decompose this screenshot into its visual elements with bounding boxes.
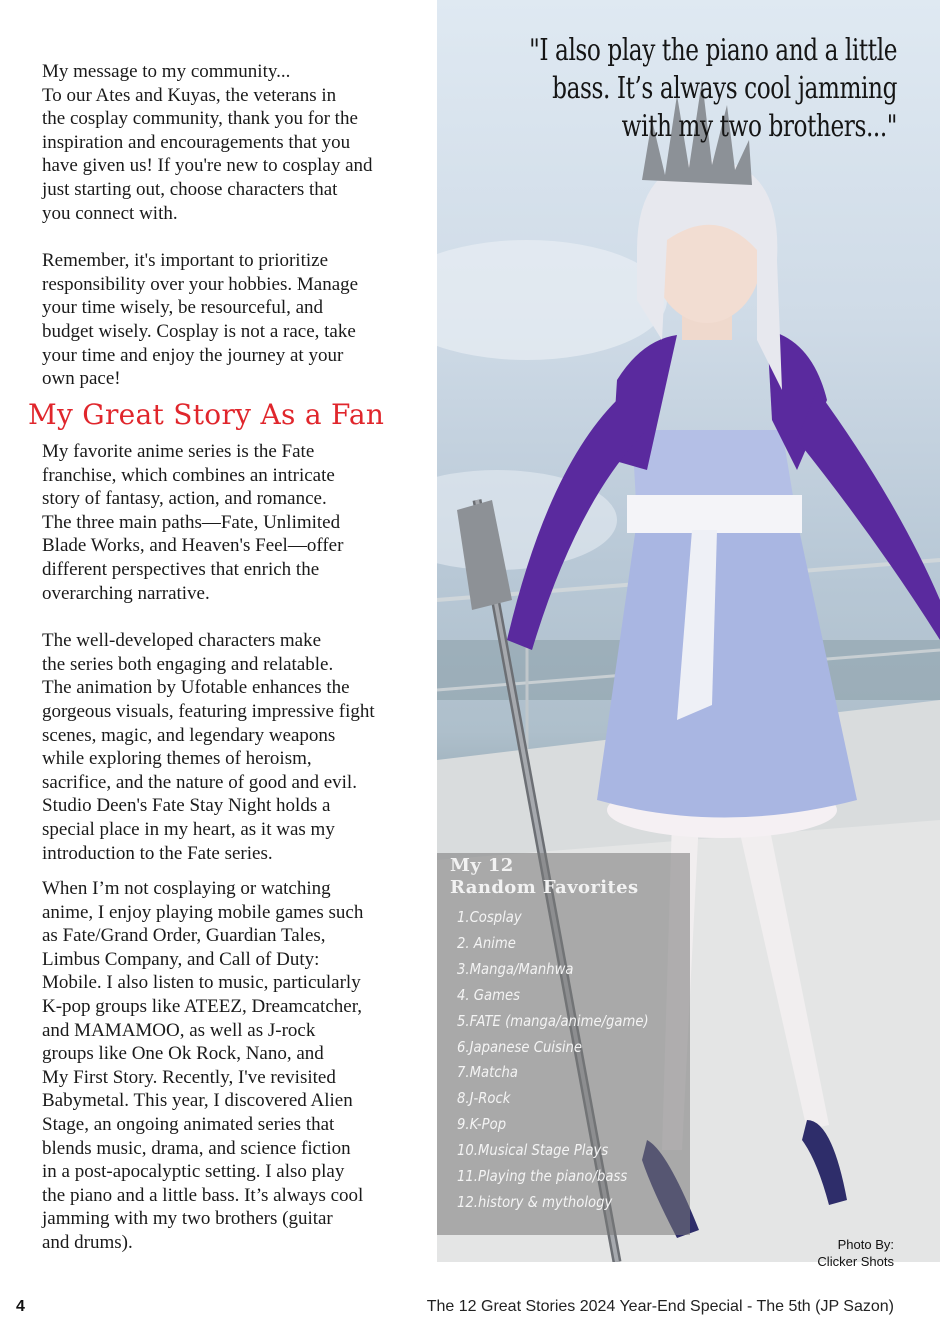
list-item: 7.Matcha — [457, 1063, 518, 1082]
intro-column — [42, 60, 434, 391]
favorites-box — [437, 853, 690, 1235]
list-item: 11.Playing the piano/bass — [457, 1167, 628, 1186]
list-item: 4. Games — [457, 985, 520, 1004]
footer-title: The 12 Great Stories 2024 Year-End Special - The 5th (JP Sazon) — [426, 1298, 894, 1315]
list-item: 12.history & mythology — [457, 1192, 613, 1211]
intro-paragraph-1: My message to my community... To our Ates and Kuyas, the veterans in the cosplay community, thank you for the inspiration and encouragements that you have given us! If you're new to cosplay and just starting out, choose characters that you connect with. — [42, 61, 373, 224]
list-item: 6.Japanese Cuisine — [457, 1037, 583, 1056]
fan-story-column — [42, 440, 434, 1255]
list-item: 3.Manga/Manhwa — [457, 959, 574, 978]
list-item: 8.J-Rock — [457, 1089, 511, 1108]
page-number: 4 — [16, 1298, 25, 1315]
list-item: 10.Musical Stage Plays — [457, 1141, 609, 1160]
fan-story-paragraph-1: My favorite anime series is the Fate franchise, which combines an intricate story of fantasy, action, and romance. The three main paths—Fate, Unlimited Blade Works, and Heaven's Feel—offer different perspectives that enrich the overarching narrative. — [42, 441, 344, 604]
favorites-title: My 12 Random Favorites — [450, 855, 639, 898]
pull-quote: "I also play the piano and a little bass. It’s always cool jamming with my two brothers..." — [529, 33, 897, 144]
intro-paragraph-2: Remember, it's important to prioritize responsibility over your hobbies. Manage your time wisely, be resourceful, and budget wisely. Cosplay is not a race, take your time and enjoy the journey at your own pace! — [42, 250, 359, 390]
fan-story-paragraph-2: The well-developed characters make the series both engaging and relatable. The animation by Ufotable enhances the gorgeous visuals, featuring impressive fight scenes, magic, and legendary weapons while exploring themes of heroism, sacrifice, and the nature of good and evil. Studio Deen's Fate Stay Night holds a special place in my heart, as it was my introduction to the Fate series. — [42, 630, 375, 864]
photo-credit: Photo By: Clicker Shots — [817, 1237, 894, 1269]
list-item: 2. Anime — [457, 933, 516, 952]
list-item: 9.K-Pop — [457, 1115, 507, 1134]
list-item: 1.Cosplay — [457, 908, 522, 926]
list-item: 5.FATE (manga/anime/game) — [457, 1011, 649, 1030]
fan-story-paragraph-3: When I’m not cosplaying or watching anime, I enjoy playing mobile games such as Fate/Grand Order, Guardian Tales, Limbus Company, and Call of Duty: Mobile. I also listen to music, particularly K-pop groups like ATEEZ, Dreamcatcher, and MAMAMOO, as well as J-rock groups like One Ok Rock, Nano, and My First Story. Recently, I've revisited Babymetal. This year, I discovered Alien Stage, an ongoing animated series that blends music, drama, and science fiction in a post-apocalyptic setting. I also play the piano and a little bass. It’s always cool jamming with my two brothers (guitar and drums). — [42, 878, 364, 1253]
favorites-list — [457, 905, 675, 1216]
section-heading: My Great Story As a Fan — [28, 398, 385, 431]
